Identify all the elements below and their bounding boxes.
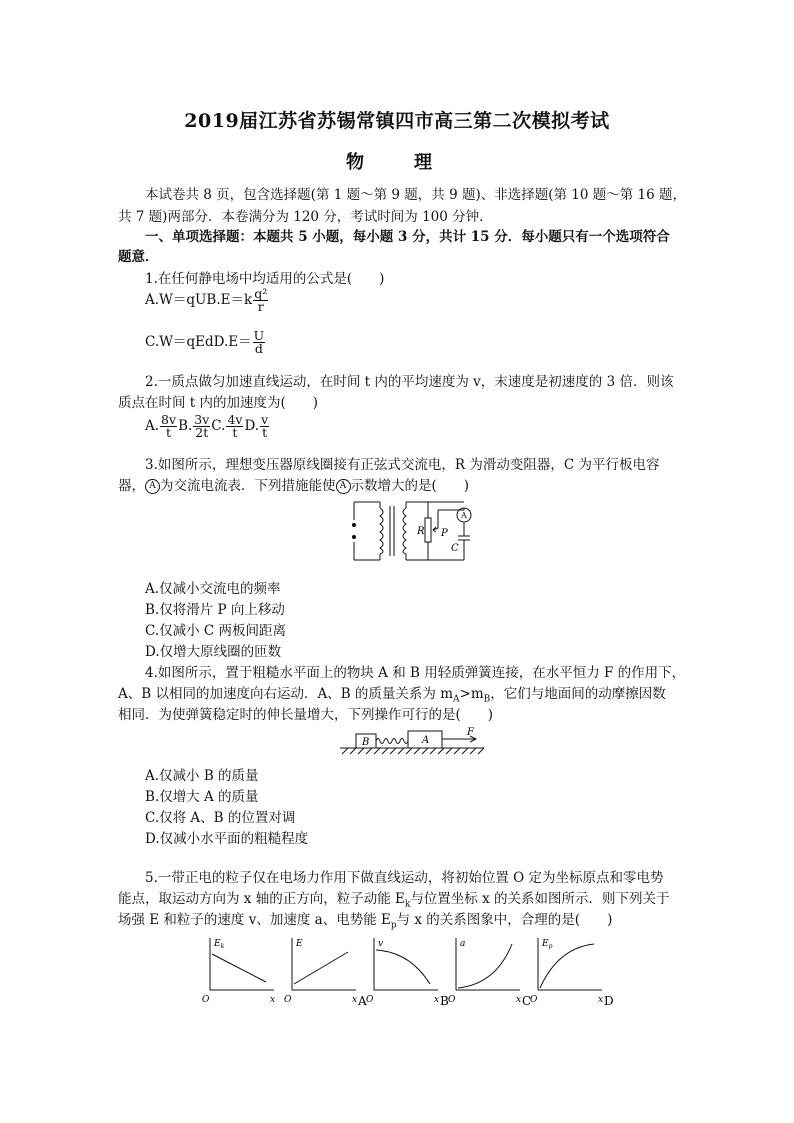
q5-graph-y-label: v [378,939,384,949]
q4-sub-a: A [453,694,460,705]
q5-graph-x-label: x [516,995,522,1005]
q4-line-2-mid: >m [459,686,484,702]
q1-b-numerator: q² [254,286,268,301]
ammeter-symbol-icon-2: A [336,479,351,494]
q5-graph-origin-label: O [448,995,456,1005]
page-title: 2019届江苏省苏锡常镇四市高三第二次模拟考试 [184,110,610,132]
q1-option-b-fraction [253,288,268,313]
q5-graph-option-tag: B [440,994,449,1008]
q5-graph-x-label: x [434,995,440,1005]
q2-d-numerator: v [261,412,269,427]
q5-graph-origin-label: O [530,995,538,1005]
q5-graph-origin-label: O [366,995,374,1005]
q5-graph-4 [448,938,531,1008]
q3-label-a: A [461,511,467,520]
q5-line-1: 5.一带正电的粒子仅在电场力作用下做直线运动，将初始位置 O 定为坐标原点和零电势 [145,870,664,886]
q1-options-cd [145,330,266,355]
q2-option-d-label: D. [244,418,260,434]
q3-line-2-start: 器， [118,478,145,494]
q5-graph-curve [376,950,430,984]
q5-graph-y-label: E [296,939,303,949]
q4-option-a: A.仅减小 B 的质量 [145,768,259,784]
q5-graph-x-label: x [270,995,276,1005]
q5-graph-3 [366,938,449,1008]
q2-option-b-label: B. [178,418,193,434]
q2-option-a-fraction [160,414,177,439]
section-heading-line-1: 一、单项选择题：本题共 5 小题，每小题 3 分，共计 15 分．每小题只有一个选项符合 [145,229,670,245]
q2-d-denominator: t [262,425,268,440]
subject-title: 物 理 [346,152,448,173]
q3-line-1: 3.如图所示，理想变压器原线圈接有正弦式交流电，R 为滑动变阻器，C 为平行板电容 [145,457,660,473]
q4-option-c: C.仅将 A、B 的位置对调 [145,810,296,826]
q3-label-p: P [441,528,448,539]
q5-line-2-end: 与位置坐标 x 的关系如图所示．则下列关于 [410,891,670,907]
q5-graph-option-tag: D [604,994,614,1008]
q5-line-3 [118,908,612,931]
q3-line-2-end: 示数增大的是( ) [350,478,470,494]
q5-graph-x-label: x [352,995,358,1005]
q5-line-2-start: 能点，取运动方向为 x 轴的正方向，粒子动能 E [118,891,405,907]
q2-line-1: 2.一质点做匀加速直线运动，在时间 t 内的平均速度为 v，末速度是初速度的 3 倍．则该 [145,374,674,390]
intro-line-1: 本试卷共 8 页，包含选择题(第 1 题～第 9 题，共 9 题)、非选择题(第 10 题～第 16 题， [145,187,687,203]
q4-line-2 [118,682,666,705]
ammeter-symbol-icon: A [145,479,160,494]
q5-graph-y-label: $E_k$ [214,939,225,950]
q4-sub-b: B [483,694,491,705]
q2-option-c-label: C. [211,418,226,434]
q3-line-2-mid: 为交流电流表．下列措施能使 [160,478,336,494]
q5-graph-curve [212,954,266,982]
q1-options-ab [145,288,269,313]
q5-graph-curve [540,944,594,988]
q3-option-a: A.仅减小交流电的频率 [145,581,281,597]
q4-option-d: D.仅减小水平面的粗糙程度 [145,831,309,847]
q3-transformer-circuit-figure [340,494,480,570]
q5-graph-1 [202,938,275,1005]
q2-c-numerator: 4v [227,412,243,427]
q1-d-denominator: d [254,341,263,356]
q5-graph-origin-label: O [202,995,210,1005]
q2-option-b-fraction [193,414,210,439]
q2-option-d-fraction [260,414,269,439]
q2-b-numerator: 3v [194,412,210,427]
q5-graph-option-tag: C [522,994,532,1008]
q3-option-b: B.仅将滑片 P 向上移动 [145,602,285,618]
q2-option-a-label: A. [145,418,160,434]
q1-b-denominator: r [257,299,264,314]
q5-line-3-end: 与 x 的关系图象中，合理的是( ) [396,912,613,928]
q2-option-c-fraction [226,414,243,439]
q4-line-3: 相同．为使弹簧稳定时的伸长量增大，下列操作可行的是( ) [118,707,494,723]
q4-line-1: 4.如图所示，置于粗糙水平面上的物块 A 和 B 用轻质弹簧连接，在水平恒力 F 的作用下， [145,665,686,681]
q1-stem: 1.在任何静电场中均适用的公式是( ) [145,271,385,287]
q2-a-denominator: t [166,425,172,440]
q5-graph-y-label: $E_p$ [542,939,553,950]
q5-graph-axes [456,938,520,990]
q3-line-2 [118,474,469,494]
q3-option-c: C.仅减小 C 两板间距离 [145,623,287,639]
q5-graphs-figure [198,930,628,1008]
q4-blocks-figure [338,726,488,756]
q5-graph-curve [458,944,512,988]
q2-b-denominator: 2t [195,425,209,440]
q5-sub-p: p [390,920,397,931]
q1-d-numerator: U [253,328,265,343]
q5-line-3-start: 场强 E 和粒子的速度 v、加速度 a、电势能 E [118,912,391,928]
q5-graph-option-tag: A [358,994,367,1008]
q5-graph-y-label: a [460,939,466,949]
section-heading-line-2: 题意． [118,249,159,265]
q5-graph-x-label: x [598,995,604,1005]
q2-options [145,414,270,439]
q2-c-denominator: t [232,425,238,440]
q1-ab-text: A.W＝qUB.E＝k [145,292,253,308]
q5-graph-origin-label: O [284,995,292,1005]
q3-label-c: C [451,543,459,554]
q4-line-2-end: ，它们与地面间的动摩擦因数 [490,686,666,702]
intro-line-2: 共 7 题)两部分．本卷满分为 120 分，考试时间为 100 分钟． [118,209,493,225]
q2-a-numerator: 8v [161,412,177,427]
q3-option-d: D.仅增大原线圈的匝数 [145,644,282,660]
q4-label-b: B [362,737,370,748]
q4-option-b: B.仅增大 A 的质量 [145,789,259,805]
q4-label-a: A [422,735,430,746]
q5-sub-k: k [404,899,411,910]
q5-graph-curve [294,952,348,984]
q1-option-d-fraction [253,330,266,355]
q4-label-f: F [467,727,474,738]
q5-graph-5 [530,938,614,1008]
q3-label-r: R [417,526,425,537]
q1-cd-text: C.W＝qEdD.E＝ [145,334,252,350]
q2-line-2: 质点在时间 t 内的加速度为( ) [118,395,319,411]
q5-graph-2 [284,938,367,1008]
q4-line-2-start: A、B 以相同的加速度向右运动．A、B 的质量关系为 m [118,686,454,702]
q5-line-2 [118,887,670,910]
